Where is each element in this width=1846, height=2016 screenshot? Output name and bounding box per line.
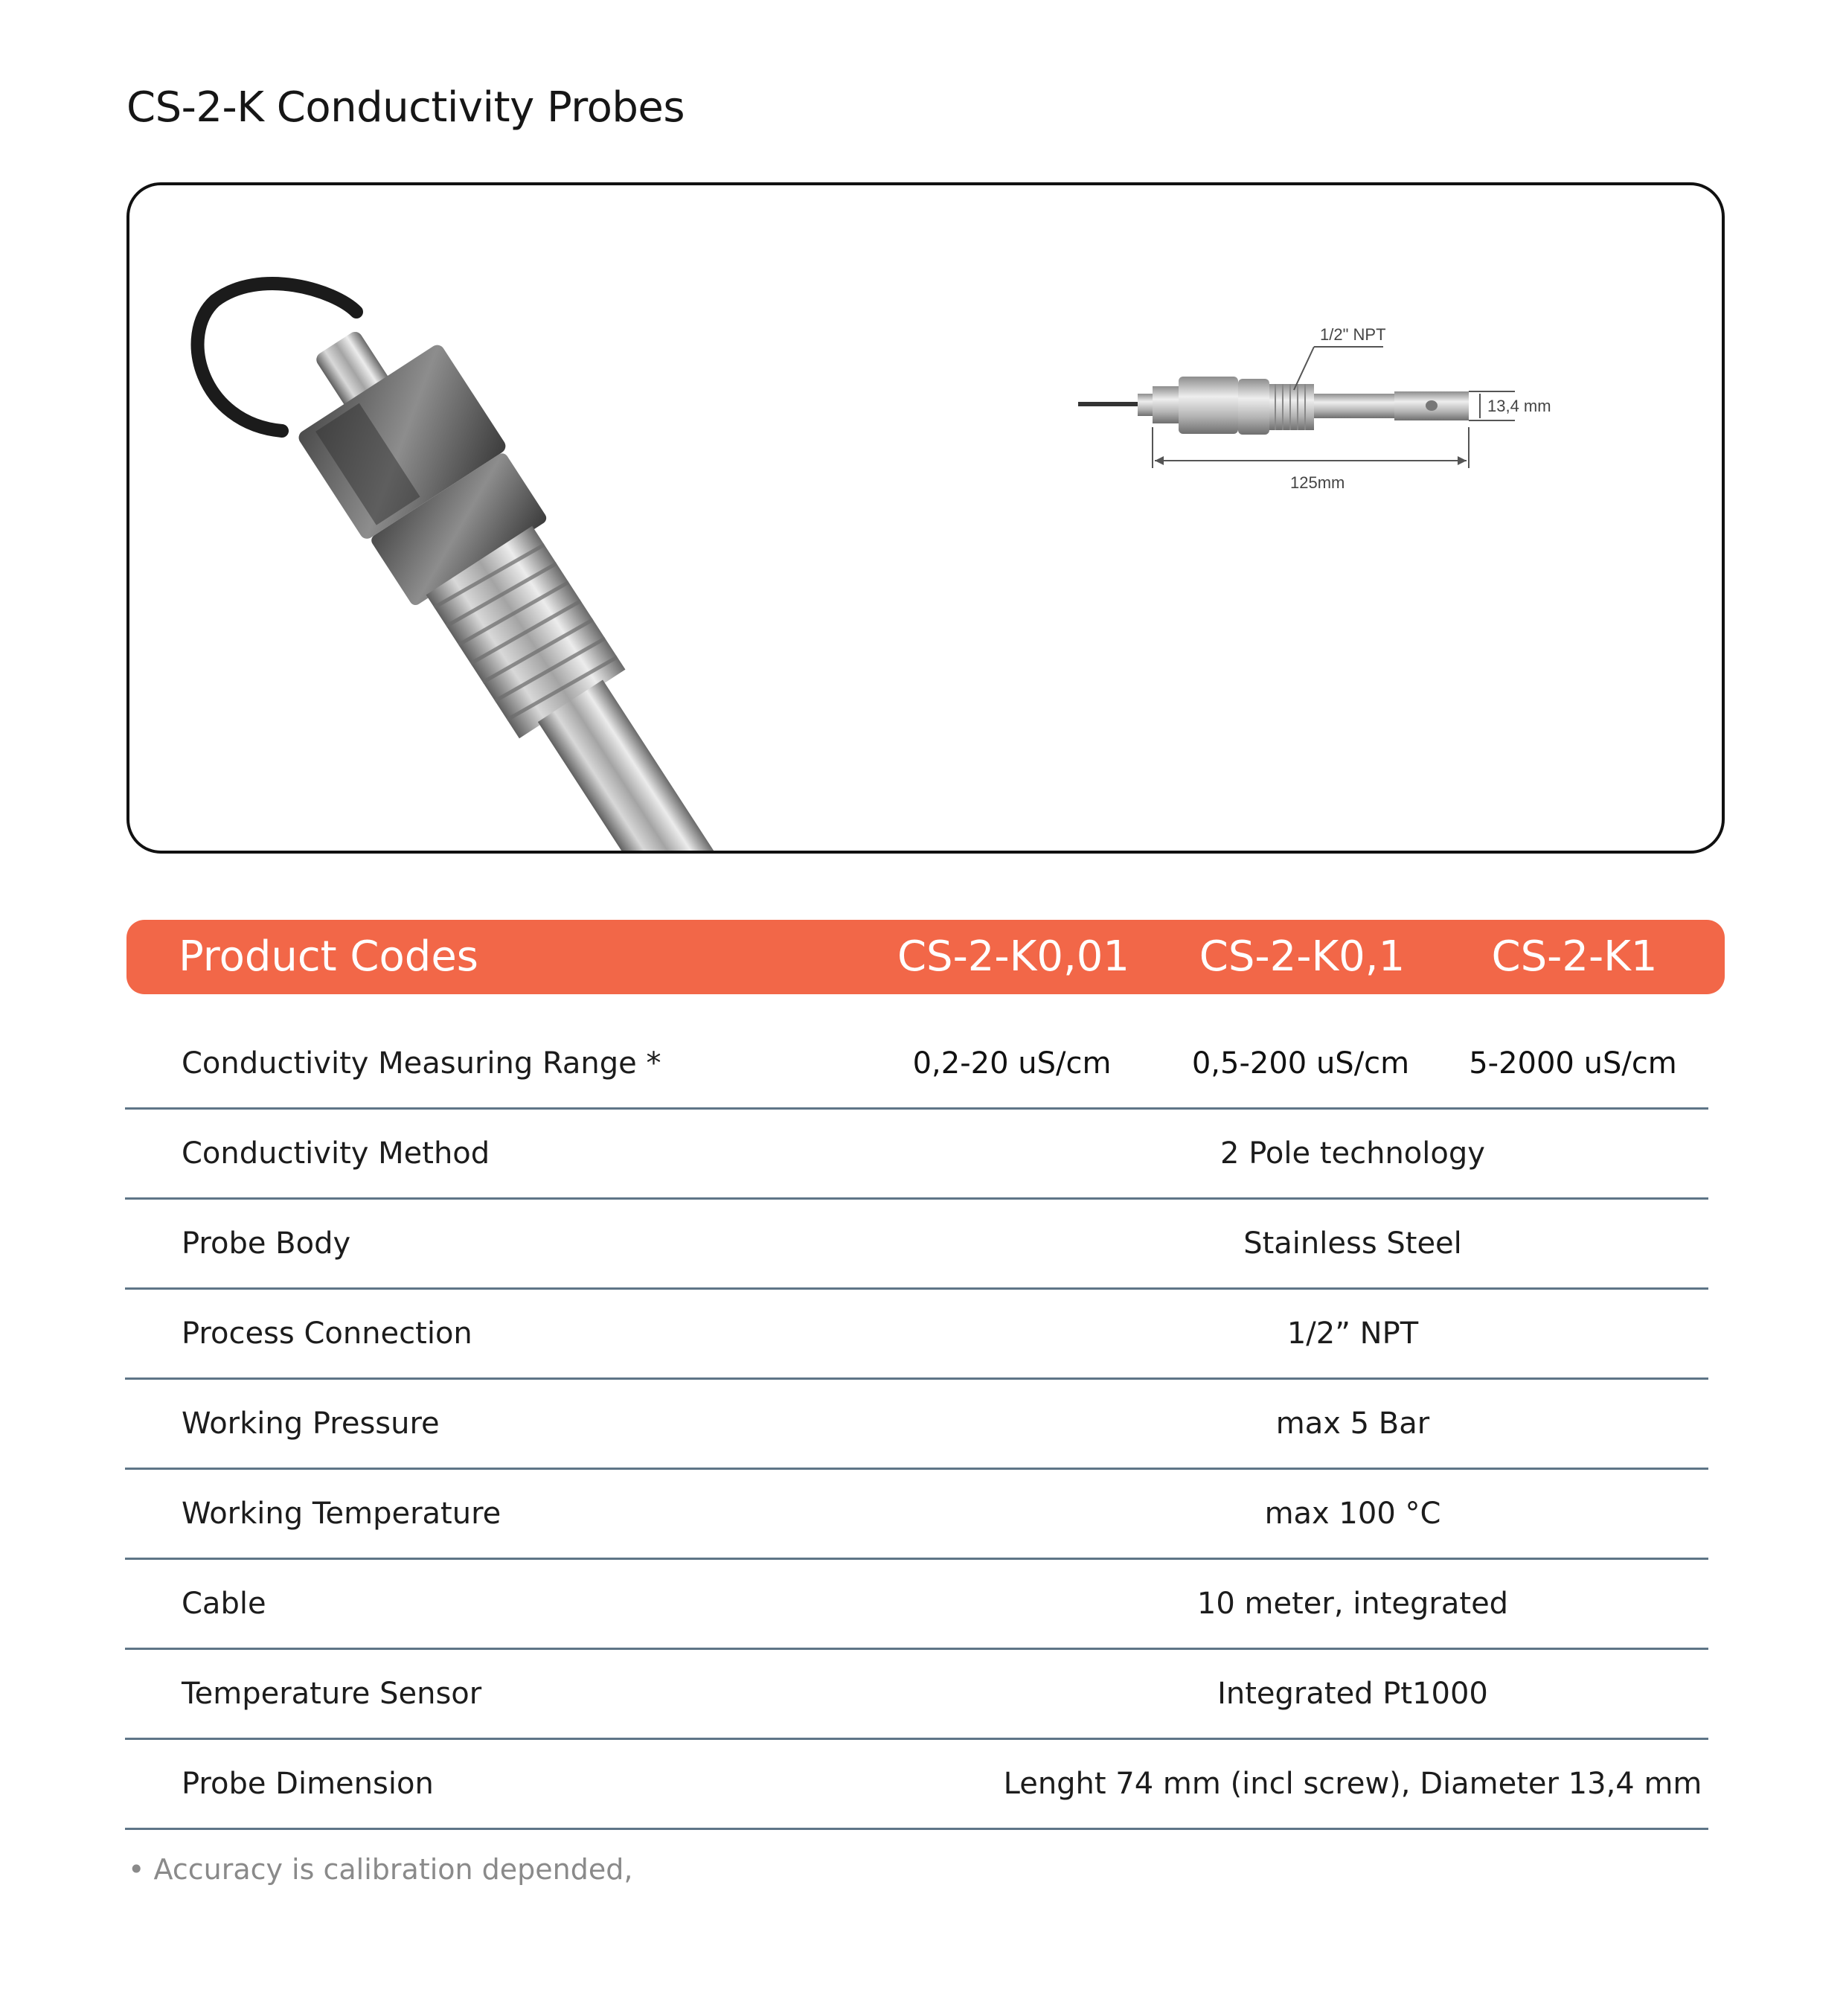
table-row bbox=[125, 1470, 1708, 1560]
spec-value: 0,2-20 uS/cm bbox=[912, 1046, 1112, 1081]
spec-label: Working Temperature bbox=[182, 1497, 501, 1531]
spec-value: max 5 Bar bbox=[1275, 1407, 1430, 1441]
length-label: 125mm bbox=[1290, 473, 1345, 492]
diameter-label: 13,4 mm bbox=[1487, 397, 1551, 415]
table-row bbox=[125, 1110, 1708, 1200]
spec-label: Probe Body bbox=[182, 1226, 351, 1261]
product-code-k001: CS-2-K0,01 bbox=[897, 932, 1130, 981]
spec-label: Working Pressure bbox=[182, 1407, 440, 1441]
spec-value: Lenght 74 mm (incl screw), Diameter 13,4 mm bbox=[1003, 1767, 1702, 1801]
spec-label: Temperature Sensor bbox=[182, 1677, 482, 1711]
product-code-k1: CS-2-K1 bbox=[1491, 932, 1658, 981]
table-row bbox=[125, 1650, 1708, 1740]
table-row bbox=[125, 1560, 1708, 1650]
table-row bbox=[125, 1380, 1708, 1470]
page-title: CS-2-K Conductivity Probes bbox=[126, 83, 685, 132]
spec-value: 1/2” NPT bbox=[1286, 1316, 1419, 1351]
spec-value: Integrated Pt1000 bbox=[1217, 1677, 1488, 1711]
thread-label: 1/2" NPT bbox=[1320, 325, 1386, 344]
table-row bbox=[125, 1740, 1708, 1830]
probe-dimension-drawing bbox=[948, 282, 1692, 550]
table-row bbox=[125, 1020, 1708, 1110]
spec-value: max 100 °C bbox=[1264, 1497, 1441, 1531]
product-codes-header bbox=[126, 920, 1725, 994]
footnote: • Accuracy is calibration depended, bbox=[128, 1853, 633, 1886]
product-image-panel bbox=[126, 182, 1725, 854]
spec-value: 0,5-200 uS/cm bbox=[1191, 1046, 1410, 1081]
spec-value: 2 Pole technology bbox=[1220, 1136, 1485, 1171]
product-code-k01: CS-2-K0,1 bbox=[1199, 932, 1406, 981]
table-row bbox=[125, 1290, 1708, 1380]
spec-label: Cable bbox=[182, 1587, 266, 1621]
spec-label: Process Connection bbox=[182, 1316, 472, 1351]
spec-label: Conductivity Method bbox=[182, 1136, 490, 1171]
spec-value: 5-2000 uS/cm bbox=[1469, 1046, 1677, 1081]
spec-value: 10 meter, integrated bbox=[1196, 1587, 1509, 1621]
probe-photo bbox=[170, 245, 959, 854]
product-codes-label: Product Codes bbox=[179, 932, 478, 981]
spec-table bbox=[125, 1020, 1708, 1830]
table-row bbox=[125, 1200, 1708, 1290]
spec-label: Conductivity Measuring Range * bbox=[182, 1046, 661, 1081]
spec-value: Stainless Steel bbox=[1243, 1226, 1462, 1261]
spec-label: Probe Dimension bbox=[182, 1767, 434, 1801]
